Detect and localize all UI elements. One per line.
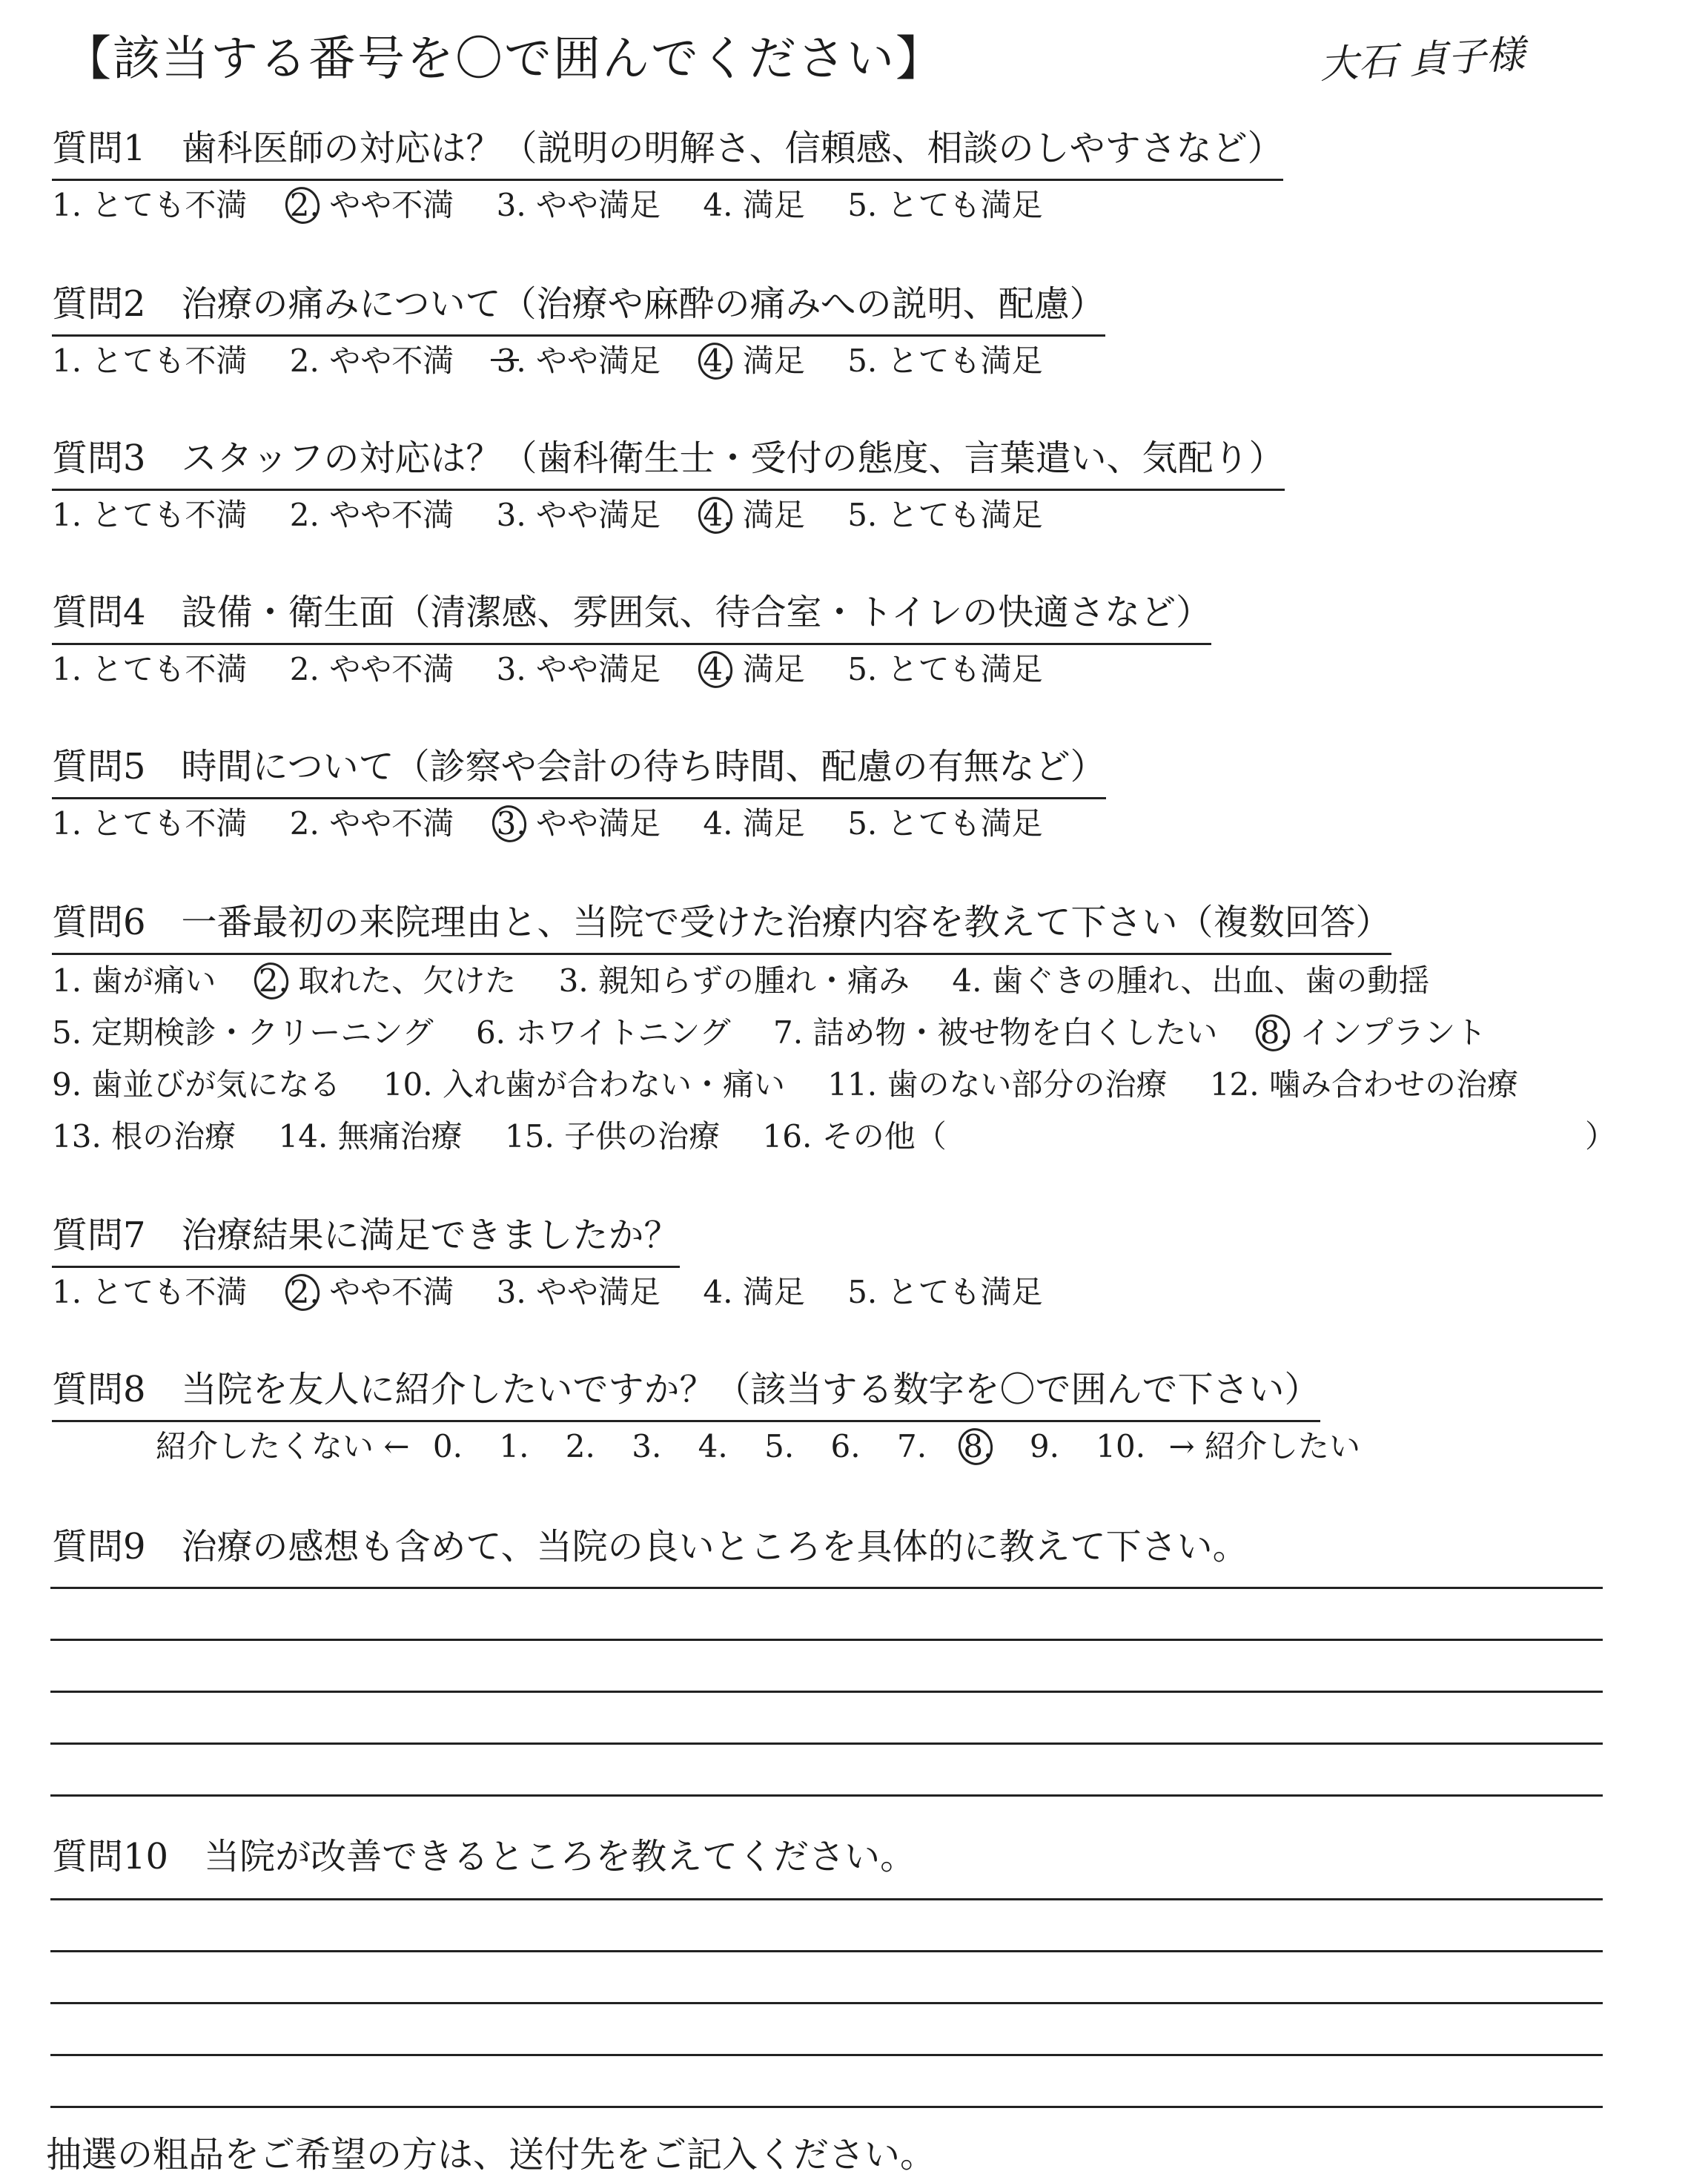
q6-option-4[interactable]: 4. 歯ぐきの腫れ、出血、歯の動揺 bbox=[952, 962, 1430, 999]
q5-option-2[interactable]: 2. やや不満 bbox=[289, 805, 454, 842]
q4-option-3[interactable]: 3. やや満足 bbox=[496, 651, 661, 687]
q8-score-6[interactable]: 6. bbox=[830, 1428, 861, 1464]
q6-row-3 bbox=[52, 1065, 1518, 1105]
q1-option-1[interactable]: 1. とても不満 bbox=[52, 187, 248, 223]
q9-answer-line-4[interactable] bbox=[50, 1742, 1603, 1745]
q5-option-4[interactable]: 4. 満足 bbox=[703, 805, 805, 842]
q4-option-5[interactable]: 5. とても満足 bbox=[847, 651, 1043, 687]
respondent-signature: 大石 貞子様 bbox=[1318, 32, 1526, 88]
question-6 bbox=[52, 900, 1391, 949]
q6-row-2 bbox=[52, 1013, 1486, 1053]
q10-answer-line-3[interactable] bbox=[50, 2002, 1603, 2004]
q9-answer-line-5[interactable] bbox=[50, 1794, 1603, 1797]
q1-option-2-selected[interactable]: 2. やや不満 bbox=[290, 185, 454, 225]
q3-option-5[interactable]: 5. とても満足 bbox=[847, 497, 1043, 533]
q6-option-5[interactable]: 5. 定期検診・クリーニング bbox=[52, 1014, 434, 1051]
q5-option-1[interactable]: 1. とても不満 bbox=[52, 805, 248, 842]
question-5-options bbox=[52, 804, 1043, 844]
q3-option-1[interactable]: 1. とても不満 bbox=[52, 497, 248, 533]
q4-option-4-selected[interactable]: 4. 満足 bbox=[703, 650, 804, 690]
q6-row-1 bbox=[52, 961, 1429, 1001]
question-6-text: 質問6 一番最初の来院理由と、当院で受けた治療内容を教えて下さい（複数回答） bbox=[52, 902, 1391, 943]
question-7-text: 質問7 治療結果に満足できましたか？ bbox=[52, 1215, 680, 1256]
question-7-options bbox=[52, 1272, 1043, 1312]
q6-option-14[interactable]: 14. 無痛治療 bbox=[278, 1118, 463, 1154]
q6-option-10[interactable]: 10. 入れ歯が合わない・痛い bbox=[383, 1066, 785, 1103]
q8-score-1[interactable]: 1. bbox=[499, 1428, 529, 1464]
question-3-options bbox=[52, 495, 1043, 535]
q6-option-8-selected[interactable]: 8. インプラント bbox=[1260, 1013, 1486, 1053]
q3-option-2[interactable]: 2. やや不満 bbox=[289, 497, 454, 533]
q4-option-2[interactable]: 2. やや不満 bbox=[289, 651, 454, 687]
q9-answer-line-2[interactable] bbox=[50, 1639, 1603, 1641]
question-1-options bbox=[52, 185, 1043, 225]
q6-option-9[interactable]: 9. 歯並びが気になる bbox=[52, 1066, 341, 1103]
q4-option-1[interactable]: 1. とても不満 bbox=[52, 651, 248, 687]
question-5 bbox=[52, 744, 1106, 793]
q6-option-1[interactable]: 1. 歯が痛い bbox=[52, 962, 216, 999]
q10-answer-line-1[interactable] bbox=[50, 1898, 1603, 1900]
page-title: 【該当する番号を〇で囲んでください】 bbox=[64, 32, 944, 87]
q6-option-6[interactable]: 6. ホワイトニング bbox=[475, 1014, 731, 1051]
question-3 bbox=[52, 436, 1285, 485]
q7-option-4[interactable]: 4. 満足 bbox=[703, 1274, 805, 1310]
q7-option-1[interactable]: 1. とても不満 bbox=[52, 1274, 248, 1310]
q8-score-9[interactable]: 9. bbox=[1029, 1428, 1059, 1464]
question-4 bbox=[52, 590, 1211, 639]
question-4-options bbox=[52, 650, 1043, 690]
q10-answer-line-2[interactable] bbox=[50, 1950, 1603, 1952]
question-8 bbox=[52, 1367, 1320, 1416]
footer-note: 抽選の粗品をご希望の方は、送付先をご記入ください。 bbox=[46, 2134, 936, 2176]
q8-score-7[interactable]: 7. bbox=[896, 1428, 927, 1464]
q6-option-15[interactable]: 15. 子供の治療 bbox=[505, 1118, 721, 1154]
question-8-text: 質問8 当院を友人に紹介したいですか？（該当する数字を〇で囲んで下さい） bbox=[52, 1369, 1320, 1410]
q7-option-2-selected[interactable]: 2. やや不満 bbox=[290, 1272, 454, 1312]
q8-score-8-selected[interactable]: 8. bbox=[963, 1427, 993, 1467]
q8-right-label: → 紹介したい bbox=[1168, 1428, 1360, 1464]
q8-score-3[interactable]: 3. bbox=[632, 1428, 662, 1464]
question-5-text: 質問5 時間について（診察や会計の待ち時間、配慮の有無など） bbox=[52, 746, 1106, 787]
q2-option-3-crossed[interactable]: 3. やや満足 bbox=[497, 341, 661, 381]
q3-option-4-selected[interactable]: 4. 満足 bbox=[703, 495, 804, 535]
question-2-text: 質問2 治療の痛みについて（治療や麻酔の痛みへの説明、配慮） bbox=[52, 283, 1105, 325]
q2-option-2[interactable]: 2. やや不満 bbox=[289, 343, 454, 379]
question-7 bbox=[52, 1213, 680, 1262]
q8-score-4[interactable]: 4. bbox=[698, 1428, 728, 1464]
q1-option-5[interactable]: 5. とても満足 bbox=[847, 187, 1043, 223]
q6-option-3[interactable]: 3. 親知らずの腫れ・痛み bbox=[558, 962, 910, 999]
q5-option-3-selected[interactable]: 3. やや満足 bbox=[497, 804, 661, 844]
q8-score-0[interactable]: 0. bbox=[432, 1428, 463, 1464]
q6-option-2-selected[interactable]: 2. 取れた、欠けた bbox=[259, 961, 516, 1001]
q7-option-3[interactable]: 3. やや満足 bbox=[496, 1274, 661, 1310]
q9-answer-line-1[interactable] bbox=[50, 1587, 1603, 1589]
q1-option-3[interactable]: 3. やや満足 bbox=[496, 187, 661, 223]
question-4-text: 質問4 設備・衛生面（清潔感、雰囲気、待合室・トイレの快適さなど） bbox=[52, 592, 1212, 633]
q6-option-7[interactable]: 7. 詰め物・被せ物を白くしたい bbox=[772, 1014, 1218, 1051]
q8-left-label: 紹介したくない ← bbox=[156, 1428, 410, 1464]
q3-option-3[interactable]: 3. やや満足 bbox=[496, 497, 661, 533]
question-2-options bbox=[52, 341, 1043, 381]
q2-option-4-selected[interactable]: 4. 満足 bbox=[703, 341, 804, 381]
question-2 bbox=[52, 282, 1105, 331]
question-1-text: 質問1 歯科医師の対応は？（説明の明解さ、信頼感、相談のしやすさなど） bbox=[52, 128, 1283, 169]
question-9: 質問9 治療の感想も含めて、当院の良いところを具体的に教えて下さい。 bbox=[52, 1526, 1248, 1567]
question-1 bbox=[52, 126, 1283, 175]
q1-option-4[interactable]: 4. 満足 bbox=[703, 187, 805, 223]
q6-row-4 bbox=[52, 1117, 1616, 1157]
q2-option-1[interactable]: 1. とても不満 bbox=[52, 343, 248, 379]
q10-answer-line-4[interactable] bbox=[50, 2054, 1603, 2056]
q8-score-2[interactable]: 2. bbox=[565, 1428, 595, 1464]
q6-option-11[interactable]: 11. 歯のない部分の治療 bbox=[827, 1066, 1168, 1103]
q5-option-5[interactable]: 5. とても満足 bbox=[847, 805, 1043, 842]
question-10: 質問10 当院が改善できるところを教えてください。 bbox=[52, 1836, 916, 1877]
q9-answer-line-3[interactable] bbox=[50, 1691, 1603, 1693]
q8-scale bbox=[156, 1427, 1360, 1467]
q6-other-close-paren: ） bbox=[1584, 1118, 1616, 1154]
q6-option-12[interactable]: 12. 噛み合わせの治療 bbox=[1209, 1066, 1518, 1103]
q2-option-5[interactable]: 5. とても満足 bbox=[847, 343, 1043, 379]
question-3-text: 質問3 スタッフの対応は？（歯科衛生士・受付の態度、言葉遣い、気配り） bbox=[52, 437, 1285, 479]
q8-score-10[interactable]: 10. bbox=[1096, 1428, 1146, 1464]
q6-option-13[interactable]: 13. 根の治療 bbox=[52, 1118, 236, 1154]
q10-answer-line-5[interactable] bbox=[50, 2106, 1603, 2108]
q7-option-5[interactable]: 5. とても満足 bbox=[847, 1274, 1043, 1310]
q6-option-16[interactable]: 16. その他（ bbox=[762, 1118, 947, 1154]
q8-score-5[interactable]: 5. bbox=[764, 1428, 795, 1464]
